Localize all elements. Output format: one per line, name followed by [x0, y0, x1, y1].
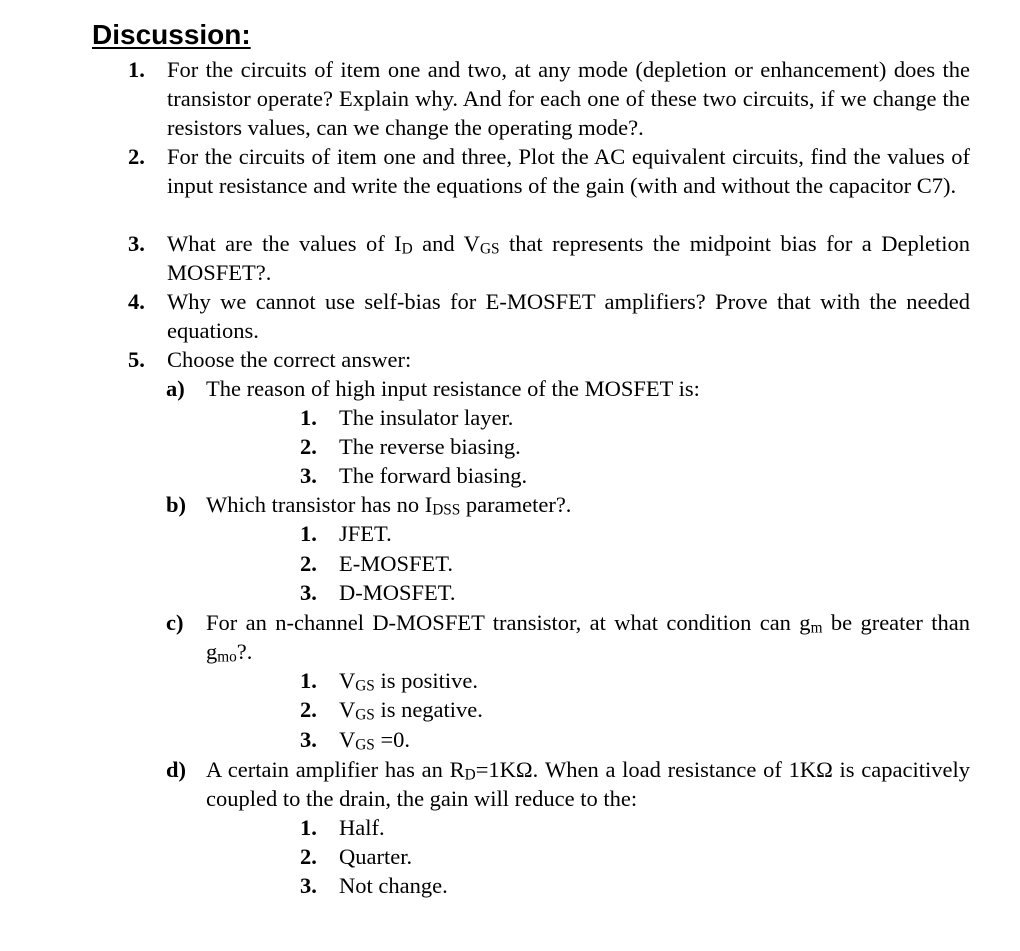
- option-b-3: 3. D-MOSFET.: [300, 580, 456, 605]
- question-2: [128, 142, 970, 200]
- question-number: 5.: [128, 347, 145, 372]
- question-3: [128, 229, 970, 287]
- question-1: [128, 55, 970, 142]
- part-letter: b): [166, 492, 187, 517]
- part-text: Which transistor has no $I_{DSS}$ parameter?.: [206, 492, 572, 519]
- option-d-3: 3. Not change.: [300, 873, 448, 898]
- part-letter: c): [166, 610, 184, 635]
- question-text: For the circuits of item one and two, at any mode (depletion or enhancement) does the transistor operate? Explain why. And for each one of these two circuits, if we change the resistors values, can we change the operating mode?.: [167, 57, 970, 140]
- option-d-2: 2. Quarter.: [300, 844, 413, 869]
- question-4: [128, 287, 970, 345]
- option-c-2: 2. $V_{GS}$ is negative.: [300, 697, 483, 724]
- part-a: [166, 374, 970, 403]
- part-c: [166, 608, 970, 666]
- question-text: Choose the correct answer:: [167, 347, 412, 372]
- option-b-2: 2. E-MOSFET.: [300, 551, 453, 576]
- part-text: A certain amplifier has an $R_D=1K\Omega$. When a load resistance of 1KΩ is capacitively coupled to the drain, the gain will reduce to the:: [206, 757, 970, 811]
- part-text: For an n-channel D-MOSFET transistor, at what condition can $g_m$ be greater than $g_{mo}$?.: [206, 610, 971, 666]
- option-a-2: 2. The reverse biasing.: [300, 434, 521, 459]
- discussion-heading: Discussion:: [92, 19, 251, 50]
- option-c-1: 1. $V_{GS}$ is positive.: [300, 668, 478, 695]
- option-b-1: 1. JFET.: [300, 521, 392, 546]
- question-text: Why we cannot use self-bias for E-MOSFET amplifiers? Prove that with the needed equations.: [167, 289, 970, 343]
- question-number: 2.: [128, 144, 145, 169]
- question-number: 1.: [128, 57, 145, 82]
- part-b: [166, 490, 970, 519]
- question-number: 4.: [128, 289, 145, 314]
- part-letter: d): [166, 757, 187, 782]
- question-text: What are the values of $I_D$ and $V_{GS}$ that represents the midpoint bias for a Depletion MOSFET?.: [167, 231, 970, 285]
- option-a-1: 1. The insulator layer.: [300, 405, 514, 430]
- question-number: 3.: [128, 231, 145, 256]
- part-letter: a): [166, 376, 185, 401]
- option-c-3: 3. $V_{GS} =0$.: [300, 727, 411, 754]
- question-5: [128, 345, 970, 374]
- part-d: [166, 755, 970, 813]
- part-text: The reason of high input resistance of the MOSFET is:: [206, 376, 700, 401]
- question-text: For the circuits of item one and three, Plot the AC equivalent circuits, find the values of input resistance and write the equations of the gain (with and without the capacitor C7).: [167, 144, 970, 198]
- option-d-1: 1. Half.: [300, 815, 385, 840]
- option-a-3: 3. The forward biasing.: [300, 463, 528, 488]
